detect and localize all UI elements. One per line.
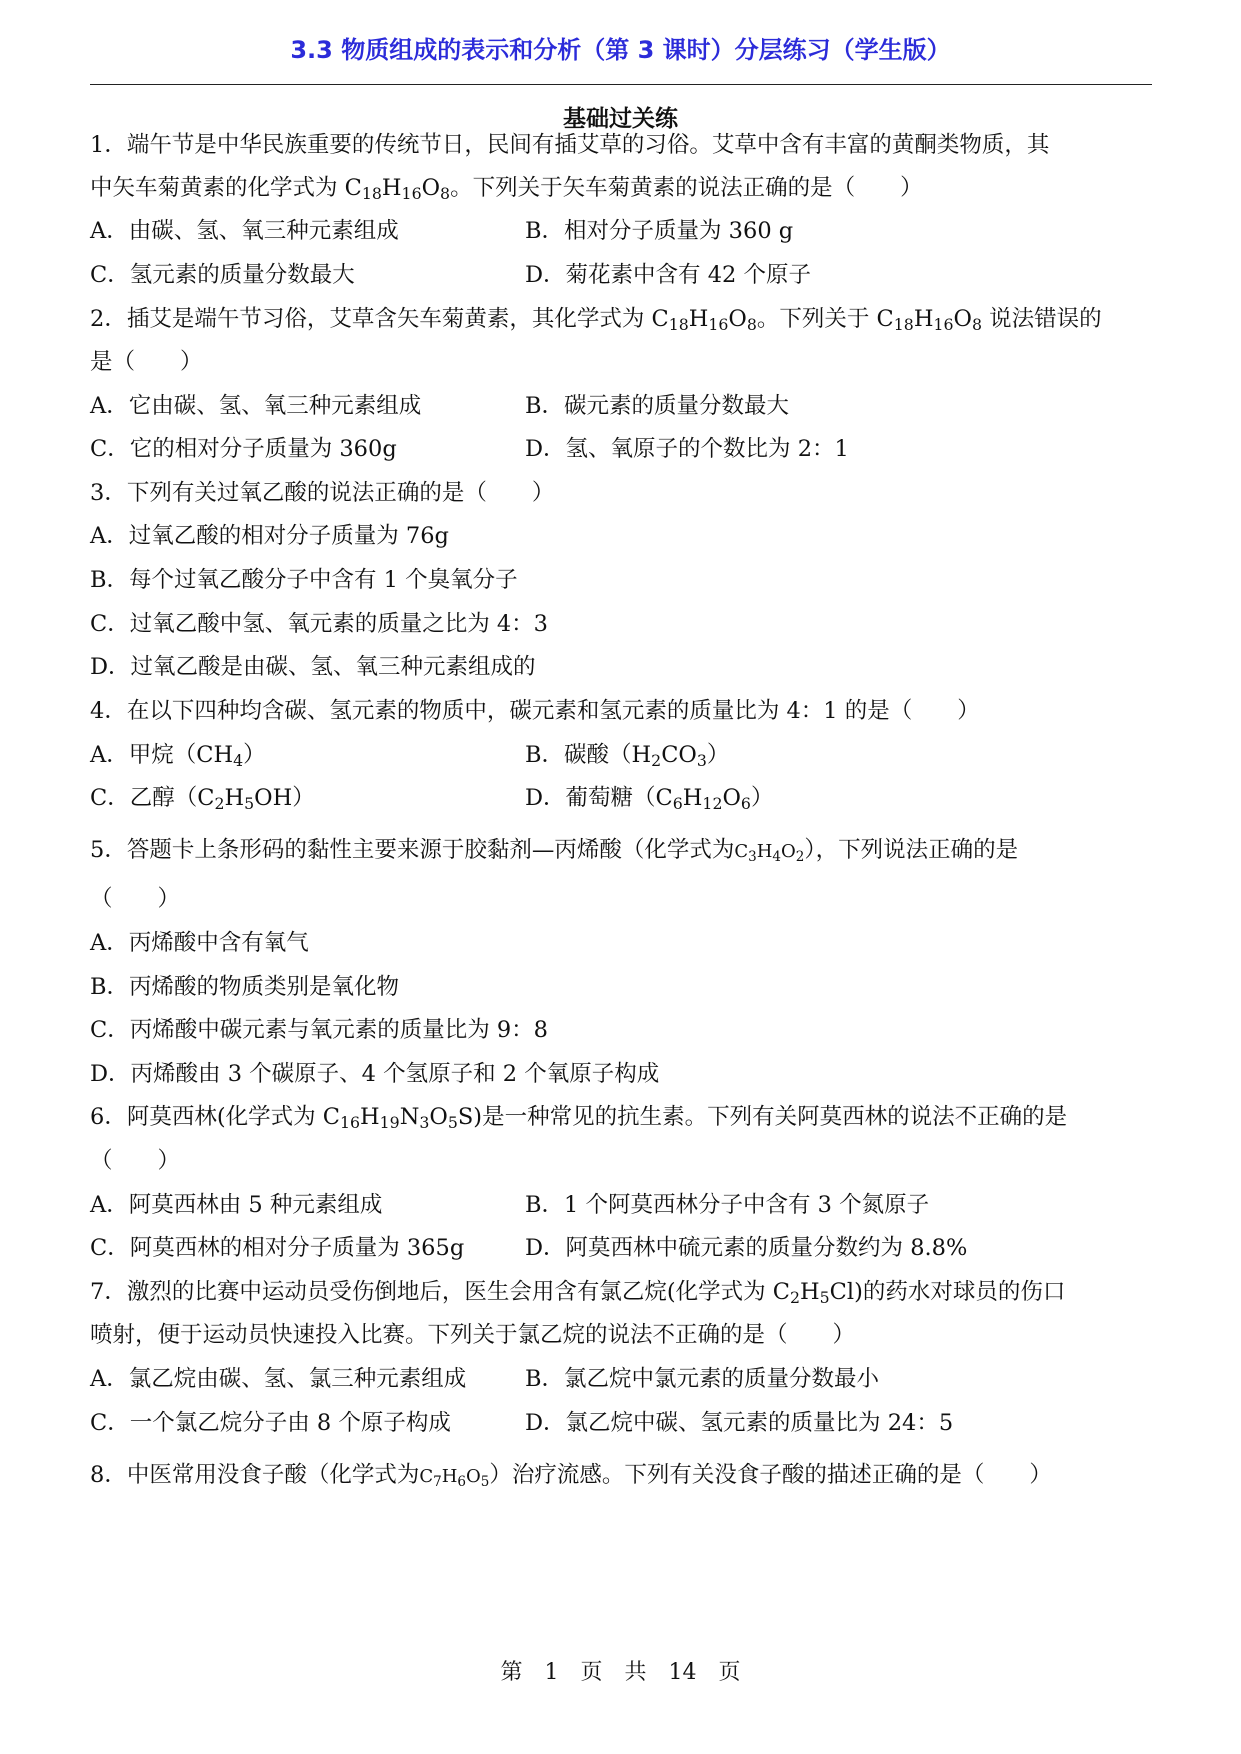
question-3-option-c: C．过氧乙酸中氢、氧元素的质量之比为 4：3: [90, 611, 548, 637]
question-8-stem: 8．中医常用没食子酸（化学式为C7H6O5）治疗流感。下列有关没食子酸的描述正确的是（ ）: [90, 1462, 1052, 1491]
question-4-option-a: A．甲烷$(CH_4)$: [90, 742, 266, 770]
question-2-stem-line-2: 是（ ）: [90, 349, 203, 375]
question-7-option-a: A．氯乙烷由碳、氢、氯三种元素组成: [90, 1366, 467, 1392]
question-1-stem-line-1: 1．端午节是中华民族重要的传统节日，民间有插艾草的习俗。艾草中含有丰富的黄酮类物质，其: [90, 132, 1050, 158]
question-6-stem-line-1: 6．阿莫西林(化学式为 $C_{16}H_{19}N_3O_5S$)是一种常见的抗生素。下列有关阿莫西林的说法不正确的是: [90, 1104, 1068, 1132]
question-5-option-d: D．丙烯酸由 3 个碳原子、4 个氢原子和 2 个氧原子构成: [90, 1061, 660, 1087]
question-7-stem-line-1: 7．激烈的比赛中运动员受伤倒地后，医生会用含有氯乙烷(化学式为 $C_2H_5Cl$)的药水对球员的伤口: [90, 1279, 1066, 1307]
question-5-option-b: B．丙烯酸的物质类别是氧化物: [90, 974, 400, 1000]
question-3-stem: 3．下列有关过氧乙酸的说法正确的是（ ）: [90, 480, 555, 506]
question-6-option-c: C．阿莫西林的相对分子质量为 365g: [90, 1235, 465, 1261]
question-6-option-b: B．1 个阿莫西林分子中含有 3 个氮原子: [525, 1192, 930, 1218]
question-7-option-c: C．一个氯乙烷分子由 8 个原子构成: [90, 1410, 451, 1436]
question-1-option-a: A．由碳、氢、氧三种元素组成: [90, 218, 399, 244]
question-2-stem-line-1: 2．插艾是端午节习俗，艾草含矢车菊黄素，其化学式为 $C_{18}H_{16}O_8$。下列关于 $C_{18}H_{16}O_8$ 说法错误的: [90, 306, 1102, 334]
question-1-stem-line-2: 中矢车菊黄素的化学式为 $C_{18}H_{16}O_8$。下列关于矢车菊黄素的说法正确的是（ ）: [90, 175, 923, 203]
question-2-option-d: D．氢、氧原子的个数比为 2：1: [525, 436, 849, 462]
question-1-option-d: D．菊花素中含有 42 个原子: [525, 262, 811, 288]
question-6-stem-line-2: （ ）: [90, 1148, 181, 1174]
question-5-option-c: C．丙烯酸中碳元素与氧元素的质量比为 9：8: [90, 1017, 548, 1043]
question-7-stem-line-2: 喷射，便于运动员快速投入比赛。下列关于氯乙烷的说法不正确的是（ ）: [90, 1322, 856, 1348]
question-2-option-a: A．它由碳、氢、氧三种元素组成: [90, 393, 422, 419]
question-7-option-b: B．氯乙烷中氯元素的质量分数最小: [525, 1366, 880, 1392]
question-2-option-b: B．碳元素的质量分数最大: [525, 393, 790, 419]
question-4-option-b: B．碳酸$(H_2CO_3)$: [525, 742, 730, 770]
section-title: 基础过关练: [563, 106, 678, 132]
question-3-option-d: D．过氧乙酸是由碳、氢、氧三种元素组成的: [90, 654, 536, 680]
question-6-option-a: A．阿莫西林由 5 种元素组成: [90, 1192, 383, 1218]
question-1-option-b: B．相对分子质量为 360 g: [525, 218, 794, 244]
question-3-option-b: B．每个过氧乙酸分子中含有 1 个臭氧分子: [90, 567, 518, 593]
question-6-option-d: D．阿莫西林中硫元素的质量分数约为 8.8%: [525, 1235, 968, 1261]
page-footer: 第 1 页 共 14 页: [500, 1660, 741, 1685]
question-5-stem-line-1: 5．答题卡上条形码的黏性主要来源于胶黏剂—丙烯酸（化学式为C3H4O2），下列说法正确的是: [90, 837, 1019, 866]
question-4-option-c: C．乙醇$(C_2H_5OH)$: [90, 785, 315, 813]
question-4-option-d: D．葡萄糖$(C_6H_{12}O_6)$: [525, 785, 774, 813]
question-2-option-c: C．它的相对分子质量为 360g: [90, 436, 397, 462]
page-header-title: 3.3 物质组成的表示和分析（第 3 课时）分层练习（学生版）: [290, 36, 951, 64]
question-3-option-a: A．过氧乙酸的相对分子质量为 76g: [90, 523, 449, 549]
question-5-option-a: A．丙烯酸中含有氧气: [90, 930, 309, 956]
question-1-option-c: C．氢元素的质量分数最大: [90, 262, 355, 288]
header-divider: [90, 84, 1152, 85]
question-4-stem: 4．在以下四种均含碳、氢元素的物质中，碳元素和氢元素的质量比为 4：1 的是（ ）: [90, 698, 980, 724]
question-5-stem-line-2: （ ）: [90, 886, 181, 912]
question-7-option-d: D．氯乙烷中碳、氢元素的质量比为 24：5: [525, 1410, 954, 1436]
